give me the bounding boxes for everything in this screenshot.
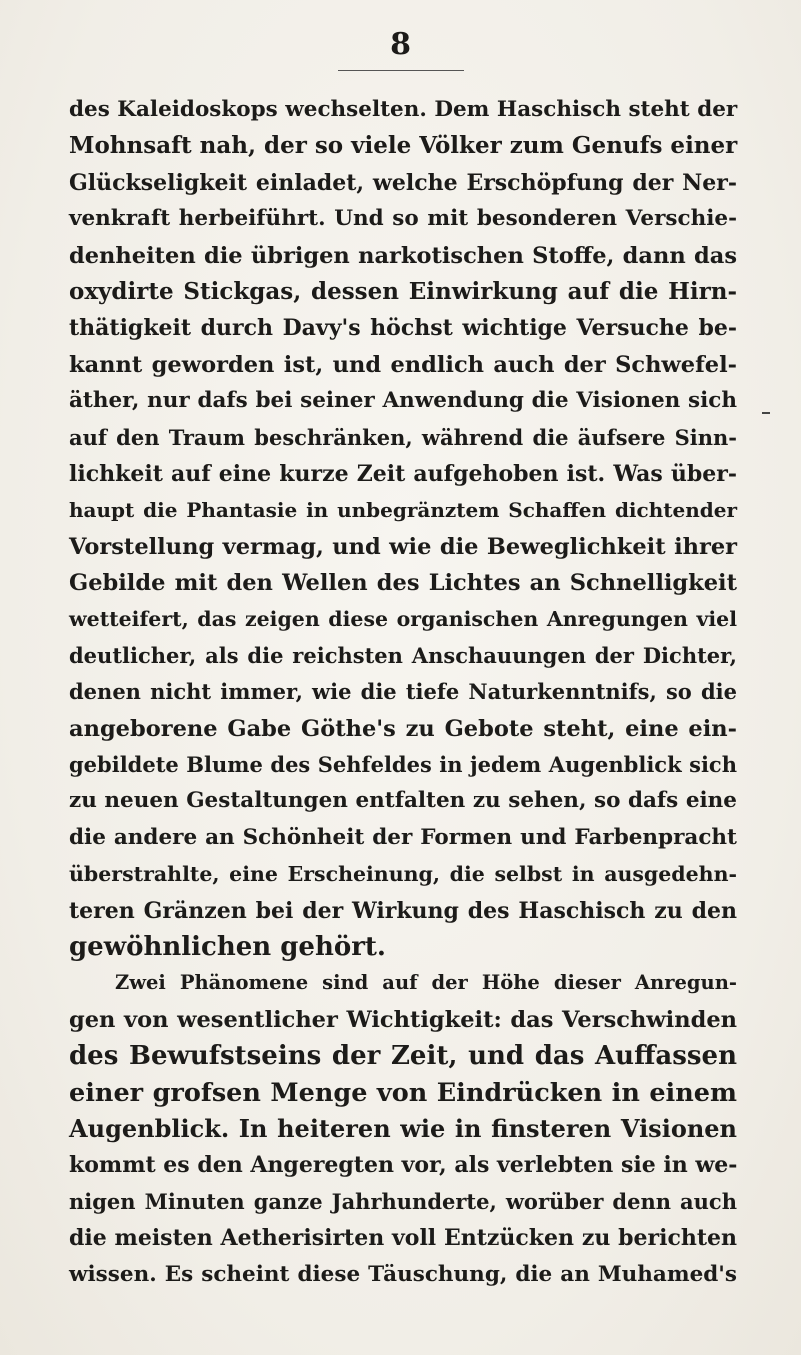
text-line: wissen. Es scheint diese Täuschung, die an Muhamed's: [69, 1261, 737, 1287]
text-line: Augenblick. In heiteren wie in finsteren Visionen: [69, 1113, 737, 1143]
text-line: überstrahlte, eine Erscheinung, die selbst in ausgedehn-: [69, 862, 737, 887]
text-line: nigen Minuten ganze Jahrhunderte, worüber denn auch: [69, 1188, 737, 1214]
text-line: kommt es den Angeregten vor, als verlebten sie in we-: [69, 1152, 738, 1179]
text-line: Mohnsaft nah, der so viele Völker zum Genufs einer: [69, 132, 738, 160]
text-line: thätigkeit durch Davy's höchst wichtige Versuche be-: [69, 315, 737, 342]
text-line: des Bewufstseins der Zeit, und das Auffassen: [69, 1041, 737, 1072]
body-text: [69, 92, 737, 1293]
text-line: gebildete Blume des Sehfeldes in jedem Augenblick sich: [69, 752, 737, 778]
margin-mark: [762, 412, 770, 414]
text-line: auf den Traum beschränken, während die äufsere Sinn-: [69, 424, 737, 450]
text-line: deutlicher, als die reichsten Anschauungen der Dichter,: [69, 642, 737, 668]
text-line: die andere an Schönheit der Formen und Farbenpracht: [69, 824, 737, 850]
text-line: die meisten Aetherisirten voll Entzücken zu berichten: [69, 1225, 737, 1252]
text-line: teren Gränzen bei der Wirkung des Haschisch zu den: [69, 897, 737, 924]
text-line: des Kaleidoskops wechselten. Dem Haschisch steht der: [69, 97, 738, 122]
text-line: Zwei Phänomene sind auf der Höhe dieser Anregun-: [115, 971, 737, 995]
text-line: venkraft herbeiführt. Und so mit besonderen Verschie-: [69, 206, 737, 232]
text-line: gewöhnlichen gehört.: [69, 931, 386, 962]
text-line: kannt geworden ist, und endlich auch der Schwefel-: [69, 351, 737, 378]
text-line: wetteifert, das zeigen diese organischen Anregungen viel: [69, 607, 737, 632]
text-line: haupt die Phantasie in unbegränztem Schaffen dichtender: [69, 498, 737, 523]
text-line: angeborene Gabe Göthe's zu Gebote steht, eine ein-: [69, 715, 737, 742]
text-line: äther, nur dafs bei seiner Anwendung die Visionen sich: [69, 388, 737, 414]
text-line: denheiten die übrigen narkotischen Stoffe, dann das: [69, 242, 737, 269]
text-line: einer grofsen Menge von Eindrücken in einem: [69, 1077, 737, 1108]
text-line: gen von wesentlicher Wichtigkeit: das Verschwinden: [69, 1006, 737, 1033]
text-line: zu neuen Gestaltungen entfalten zu sehen, so dafs eine: [69, 788, 737, 814]
text-line: Vorstellung vermag, und wie die Beweglichkeit ihrer: [69, 533, 737, 560]
text-line: denen nicht immer, wie die tiefe Naturkenntnifs, so die: [69, 679, 737, 705]
text-line: lichkeit auf eine kurze Zeit aufgehoben ist. Was über-: [69, 460, 737, 487]
page-number: 8: [390, 27, 411, 62]
text-line: oxydirte Stickgas, dessen Einwirkung auf die Hirn-: [69, 277, 737, 305]
header-rule: [338, 70, 464, 71]
text-line: Gebilde mit den Wellen des Lichtes an Schnelligkeit: [69, 570, 737, 597]
text-line: Glückseligkeit einladet, welche Erschöpfung der Ner-: [69, 169, 737, 196]
